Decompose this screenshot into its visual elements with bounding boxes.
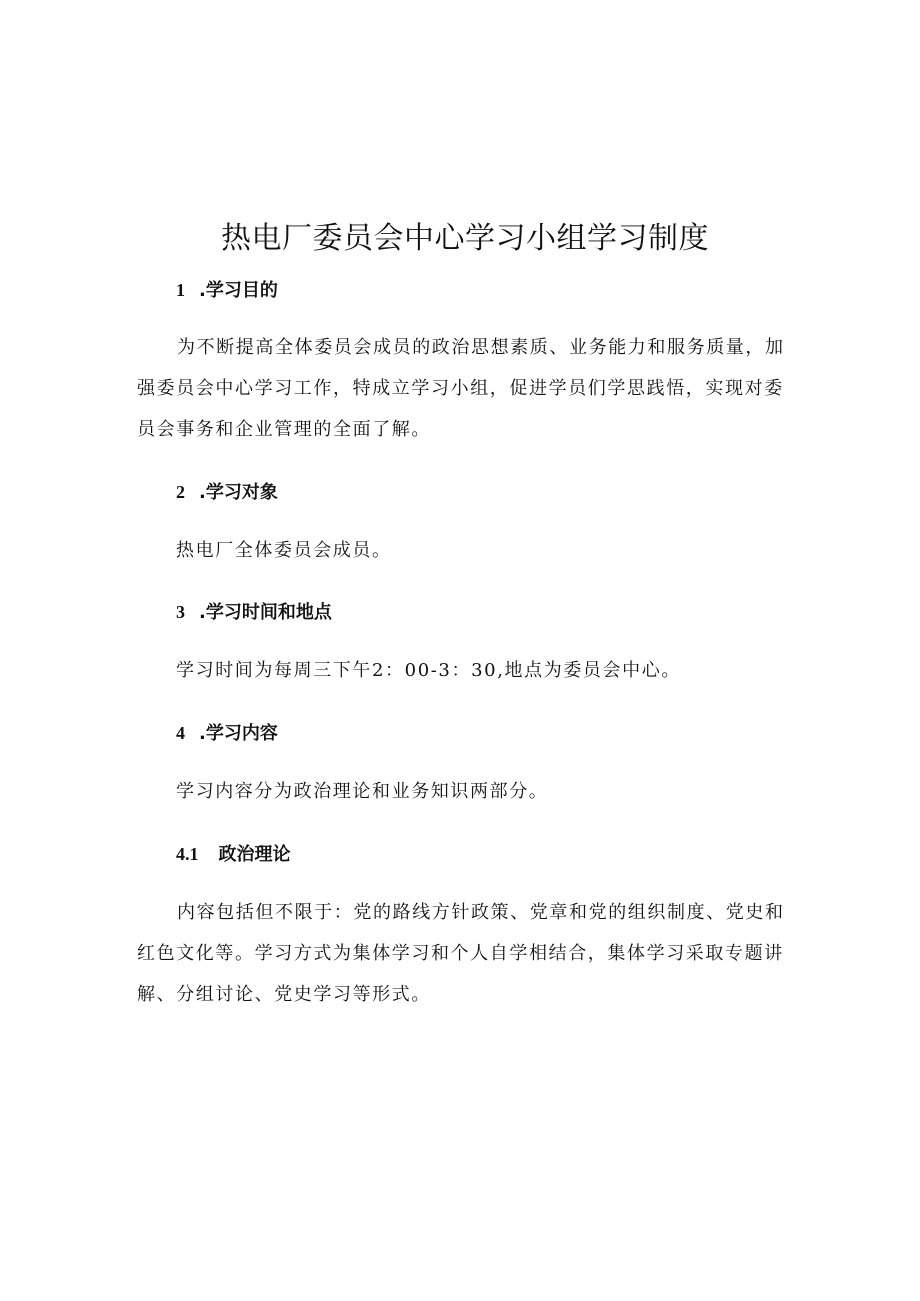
section-number: 4 [176,723,185,743]
section-number: 2 [176,482,185,502]
section-body-3: 学习时间为每周三下午2：00-3：30,地点为委员会中心。 [176,660,681,681]
section-number: 3 [176,602,185,622]
section-number: 1 [176,280,185,300]
section-heading-4 [176,719,278,748]
document-title: 热电厂委员会中心学习小组学习制度 [221,221,709,256]
section-heading-text: .学习对象 [199,482,278,503]
section-body-1: 为不断提高全体委员会成员的政治思想素质、业务能力和服务质量，加强委员会中心学习工作，特成立学习小组，促进学员们学思践悟，实现对委员会事务和企业管理的全面了解。 [137,337,785,440]
section-heading-4-1 [176,840,291,869]
section-body-2: 热电厂全体委员会成员。 [176,540,392,561]
section-heading-text: 政治理论 [218,844,291,865]
section-heading-text: .学习时间和地点 [199,602,332,623]
section-body-4-1: 内容包括但不限于：党的路线方针政策、党章和党的组织制度、党史和红色文化等。学习方式为集体学习和个人自学相结合，集体学习采取专题讲解、分组讨论、党史学习等形式。 [137,902,785,1005]
section-heading-3 [176,598,332,627]
section-heading-1 [176,276,278,305]
section-number: 4.1 [176,844,199,864]
section-body-4: 学习内容分为政治理论和业务知识两部分。 [176,781,549,802]
section-heading-2 [176,478,278,507]
section-heading-text: .学习目的 [199,280,278,301]
section-heading-text: .学习内容 [199,723,278,744]
